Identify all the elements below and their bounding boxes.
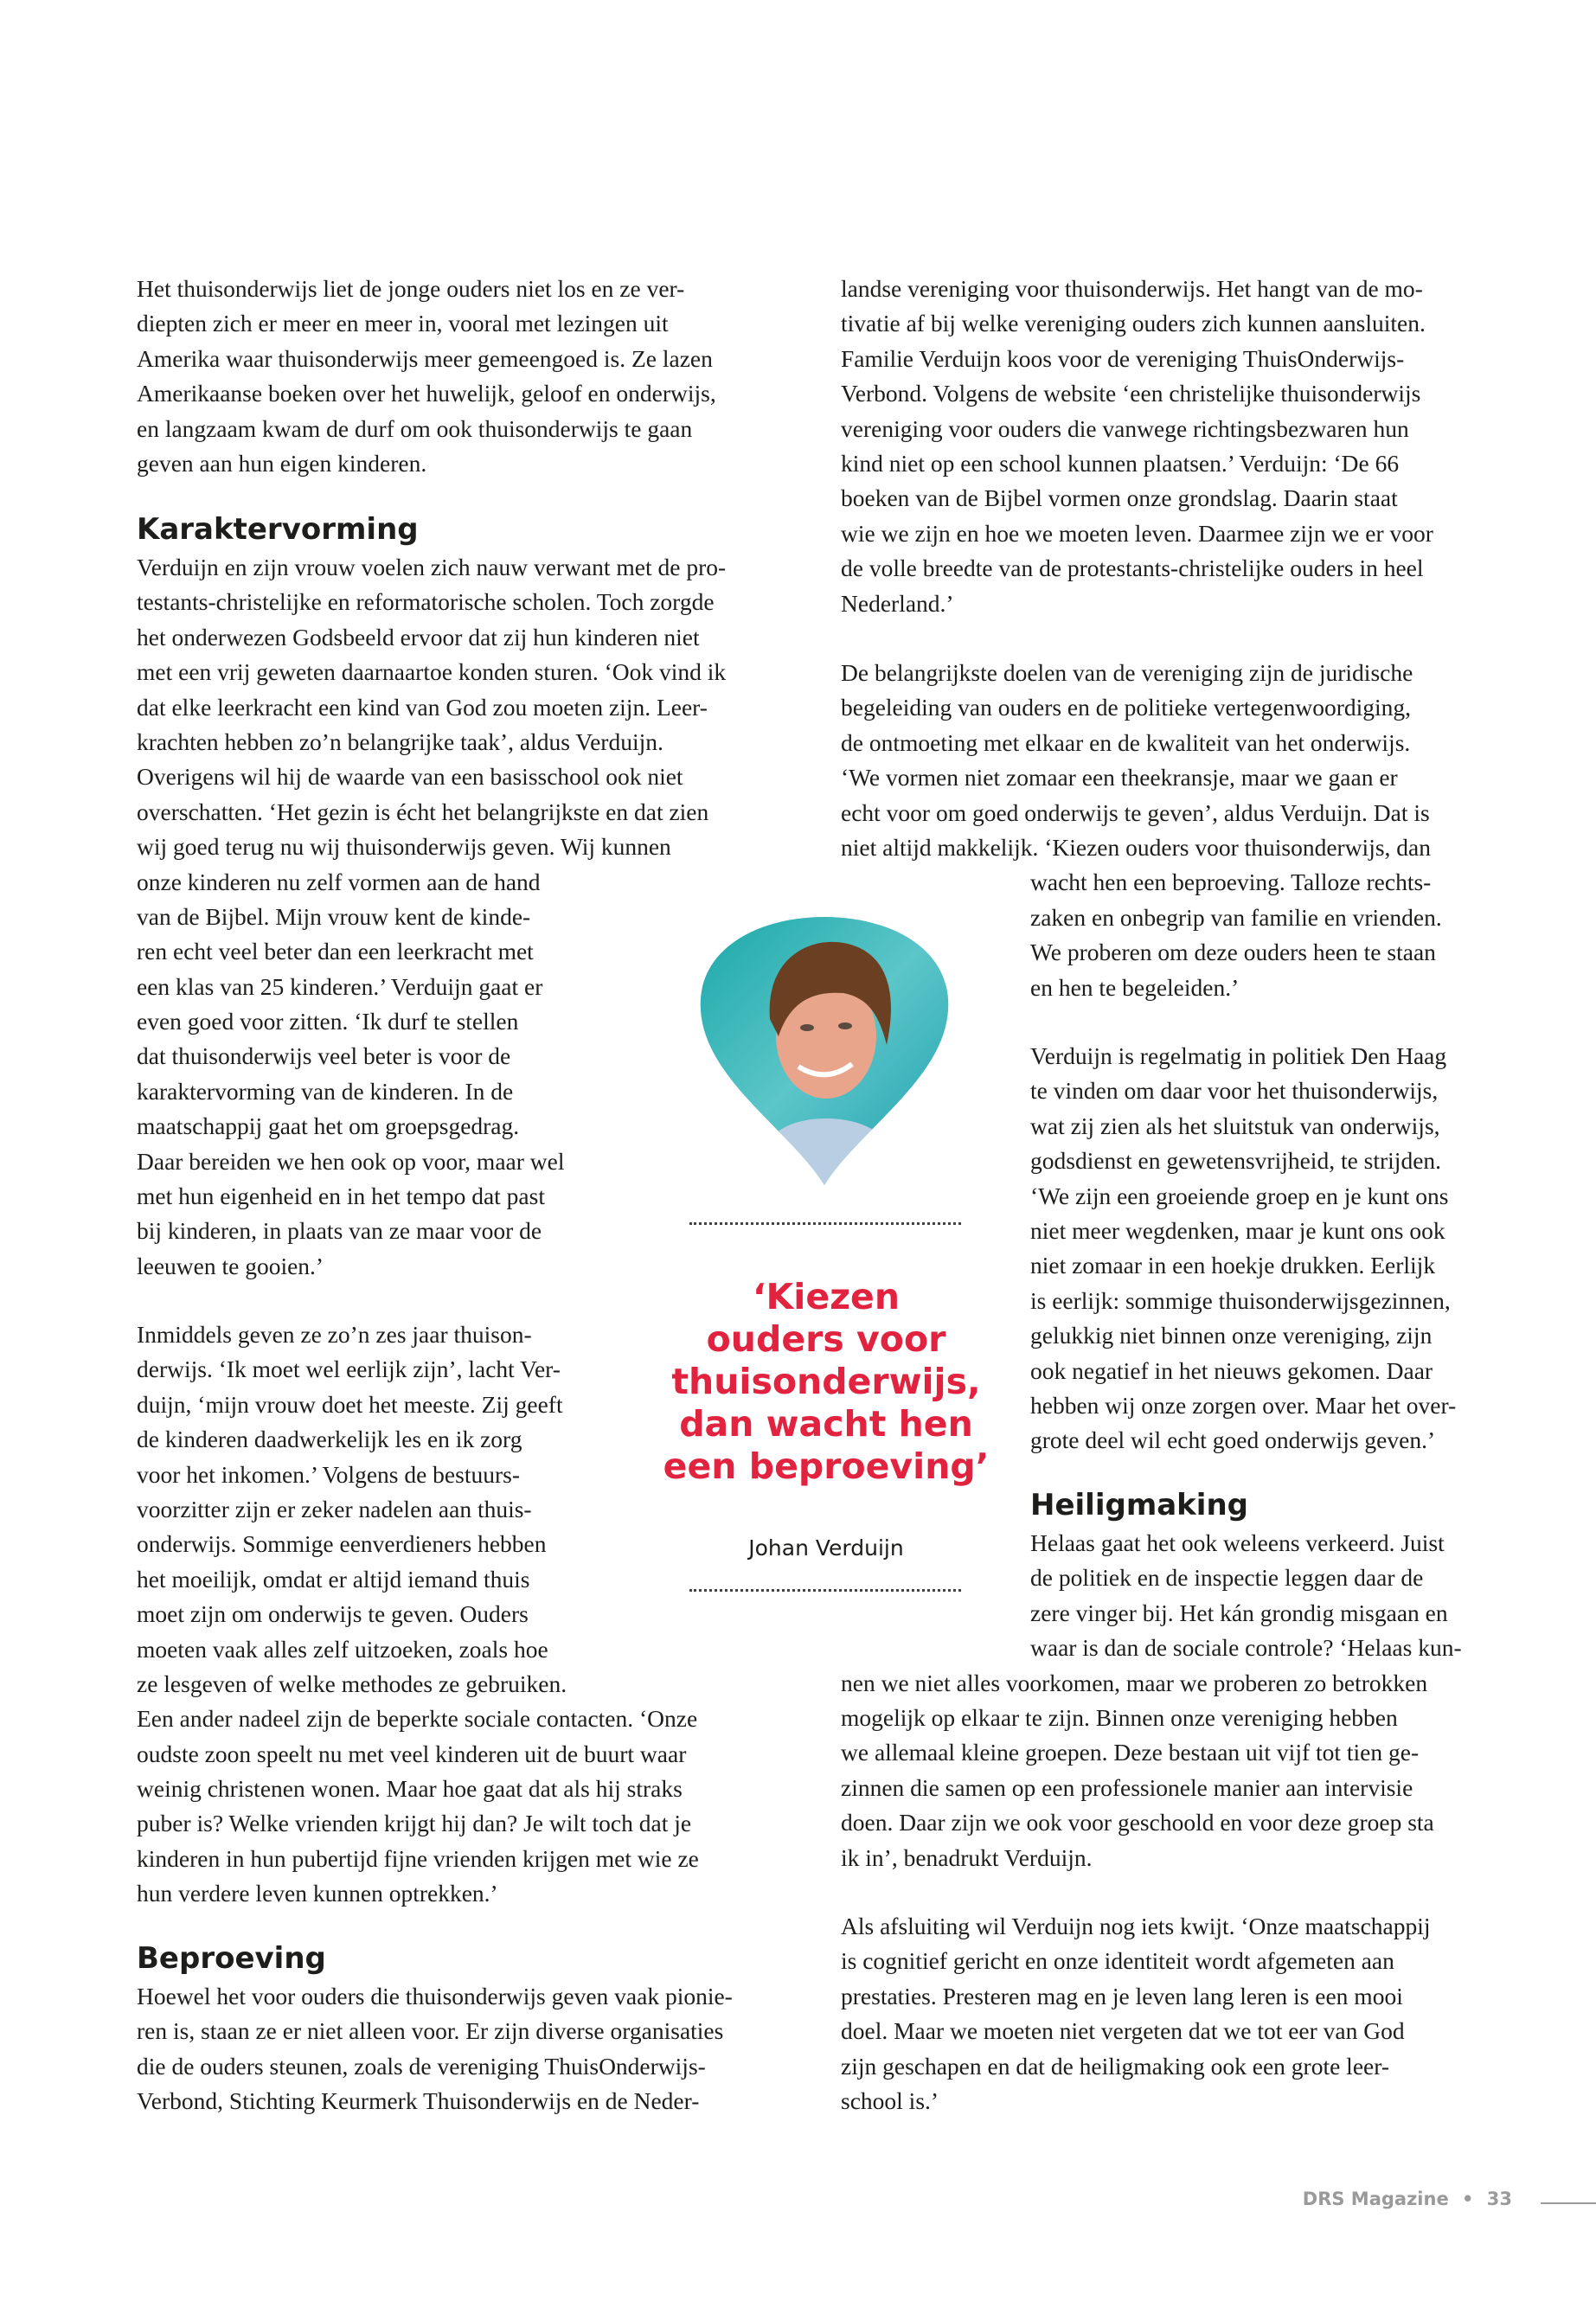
text-line: Een ander nadeel zijn de beperkte sociale contacten. ‘Onze	[137, 1705, 698, 1733]
inmiddels-paragraph	[137, 1317, 699, 1912]
text-line: een beproeving’	[663, 1445, 990, 1487]
text-line: ook negatief in het nieuws gekomen. Daar	[1030, 1356, 1433, 1384]
text-line: diepten zich er meer en meer in, vooral met lezingen uit	[137, 310, 669, 337]
text-line: derwijs. ‘Ik moet wel eerlijk zijn’, lacht Ver-	[137, 1356, 561, 1383]
text-line: Familie Verduijn koos voor de vereniging ThuisOnderwijs-	[841, 344, 1405, 372]
text-line: en langzaam kwam de durf om ook thuisonderwijs te gaan	[137, 414, 693, 442]
text-line: even goed voor zitten. ‘Ik durf te stellen	[137, 1008, 519, 1035]
text-line: wie we zijn en hoe we moeten leven. Daarmee zijn we er voor	[841, 519, 1433, 547]
pull-quote	[657, 1276, 995, 1488]
text-line: dat elke leerkracht een kind van God zou moeten zijn. Leer-	[137, 693, 708, 721]
text-line: puber is? Welke vrienden krijgt hij dan? Je wilt toch dat je	[137, 1810, 692, 1837]
text-line: oudste zoon speelt nu met veel kinderen uit de buurt waar	[137, 1740, 687, 1767]
text-line: vereniging voor ouders die vanwege richtingsbezwaren hun	[841, 414, 1409, 442]
text-line: de ontmoeting met elkaar en de kwaliteit van het onderwijs.	[841, 728, 1411, 756]
text-line: Verduijn en zijn vrouw voelen zich nauw verwant met de pro-	[137, 554, 727, 580]
text-line: echt voor om goed onderwijs te geven’, aldus Verduijn. Dat is	[841, 798, 1430, 826]
text-line: Als afsluiting wil Verduijn nog iets kwijt. ‘Onze maatschappij	[841, 1913, 1431, 1939]
text-line: hun verdere leven kunnen optrekken.’	[137, 1880, 498, 1907]
text-line: boeken van de Bijbel vormen onze grondslag. Daarin staat	[841, 484, 1398, 512]
beproeving-paragraph	[137, 1979, 733, 2119]
text-line: gelukkig niet binnen onze vereniging, zijn	[1030, 1322, 1433, 1349]
text-line: doel. Maar we moeten niet vergeten dat we tot eer van God	[841, 2017, 1405, 2045]
text-line: voorzitter zijn er zeker nadelen aan thuis-	[137, 1495, 532, 1522]
afsluiting-paragraph	[841, 1909, 1431, 2118]
text-line: ren echt veel beter dan een leerkracht met	[137, 938, 534, 965]
text-line: hebben wij onze zorgen over. Maar het over-	[1030, 1391, 1457, 1419]
text-line: duijn, ‘mijn vrouw doet het meeste. Zij geeft	[137, 1390, 563, 1418]
text-line: Helaas gaat het ook weleens verkeerd. Juist	[1030, 1529, 1445, 1556]
text-line: niet zomaar in een hoekje drukken. Eerlijk	[1030, 1252, 1436, 1279]
text-line: moeten vaak alles zelf uitzoeken, zoals hoe	[137, 1635, 548, 1663]
text-line: Daar bereiden we hen ook op voor, maar wel	[137, 1147, 565, 1175]
text-line: Overigens wil hij de waarde van een basisschool ook niet	[137, 763, 683, 791]
text-line: die de ouders steunen, zoals de vereniging ThuisOnderwijs-	[137, 2052, 706, 2080]
text-line: godsdienst en gewetensvrijheid, te strijden.	[1030, 1147, 1442, 1175]
divider-dotted-top	[689, 1222, 961, 1225]
heiligmaking-paragraph	[841, 1526, 1462, 1875]
text-line: bij kinderen, in plaats van ze maar voor de	[137, 1217, 542, 1245]
text-line: Amerikaanse boeken over het huwelijk, geloof en onderwijs,	[137, 380, 716, 407]
text-line: dan wacht hen	[679, 1403, 973, 1445]
text-line: zere vinger bij. Het kán grondig misgaan en	[1030, 1599, 1448, 1626]
text-line: landse vereniging voor thuisonderwijs. Het hangt van de mo-	[841, 275, 1423, 302]
text-line: ‘We vormen niet zomaar een theekransje, maar we gaan er	[841, 764, 1398, 792]
text-line: testants-christelijke en reformatorische scholen. Toch zorgde	[137, 588, 715, 616]
text-line: de politiek en de inspectie leggen daar de	[1030, 1564, 1424, 1592]
text-line: karaktervorming van de kinderen. In de	[137, 1077, 514, 1105]
text-line: nen we niet alles voorkomen, maar we proberen zo betrokken	[841, 1669, 1428, 1696]
page-footer	[1298, 2189, 1512, 2209]
text-line: mogelijk op elkaar te zijn. Binnen onze vereniging hebben	[841, 1703, 1398, 1731]
text-line: doen. Daar zijn we ook voor geschoold en voor deze groep sta	[841, 1809, 1434, 1836]
text-line: ze lesgeven of welke methodes ze gebruiken.	[137, 1670, 567, 1697]
text-line: Amerika waar thuisonderwijs meer gemeengoed is. Ze lazen	[137, 344, 713, 372]
text-line: is cognitief gericht en onze identiteit wordt afgemeten aan	[841, 1947, 1394, 1975]
text-line: Verbond, Stichting Keurmerk Thuisonderwijs en de Neder-	[137, 2087, 700, 2115]
text-line: moet zijn om onderwijs te geven. Ouders	[137, 1600, 529, 1628]
text-line: zijn geschapen en dat de heiligmaking ook een grote leer-	[841, 2052, 1389, 2080]
text-line: ren is, staan ze er niet alleen voor. Er zijn diverse organisaties	[137, 2017, 724, 2045]
text-line: kind niet op een school kunnen plaatsen.’ Verduijn: ‘De 66	[841, 449, 1400, 477]
text-line: maatschappij gaat het om groepsgedrag.	[137, 1112, 520, 1140]
divider-dotted-bottom	[689, 1589, 961, 1592]
text-line: zinnen die samen op een professionele manier aan intervisie	[841, 1773, 1413, 1801]
text-line: prestaties. Presteren mag en je leven lang leren is een mooi	[841, 1982, 1403, 2009]
text-line: en hen te begeleiden.’	[1030, 973, 1240, 1001]
text-line: voor het inkomen.’ Volgens de bestuurs-	[137, 1460, 520, 1488]
text-line: met hun eigenheid en in het tempo dat past	[137, 1183, 545, 1210]
magazine-name: DRS Magazine	[1302, 2189, 1449, 2209]
text-line: overschatten. ‘Het gezin is écht het belangrijkste en dat zien	[137, 798, 709, 825]
footer-rule	[1541, 2202, 1596, 2204]
text-line: wat zij zien als het sluitstuk van onderwijs,	[1030, 1112, 1440, 1139]
text-line: dat thuisonderwijs veel beter is voor de	[137, 1042, 511, 1070]
vereniging-paragraph	[841, 272, 1433, 621]
text-line: onderwijs. Sommige eenverdieners hebben	[137, 1530, 547, 1558]
text-line: van de Bijbel. Mijn vrouw kent de kinde-	[137, 902, 531, 930]
text-line: geven aan hun eigen kinderen.	[137, 449, 427, 477]
text-line: het moeilijk, omdat er altijd iemand thuis	[137, 1565, 530, 1593]
intro-paragraph	[137, 272, 716, 481]
text-line: de volle breedte van de protestants-christelijke ouders in heel	[841, 554, 1424, 582]
text-line: De belangrijkste doelen van de vereniging zijn de juridische	[841, 659, 1413, 686]
text-line: te vinden om daar voor het thuisonderwijs,	[1030, 1077, 1439, 1105]
text-line: krachten hebben zo’n belangrijke taak’, aldus Verduijn.	[137, 727, 663, 755]
text-line: thuisonderwijs,	[671, 1361, 981, 1402]
text-line: grote deel wil echt goed onderwijs geven.’	[1030, 1426, 1436, 1454]
text-line: school is.’	[841, 2086, 939, 2114]
text-line: we allemaal kleine groepen. Deze bestaan uit vijf tot tien ge-	[841, 1739, 1420, 1766]
portrait-photo	[696, 915, 952, 1185]
text-line: tivatie af bij welke vereniging ouders zich kunnen aansluiten.	[841, 310, 1426, 337]
text-line: ik in’, benadrukt Verduijn.	[841, 1843, 1093, 1871]
page-number: 33	[1486, 2189, 1512, 2209]
heading-karaktervorming: Karaktervorming	[137, 512, 419, 547]
text-line: onze kinderen nu zelf vormen aan de hand	[137, 868, 541, 895]
text-line: is eerlijk: sommige thuisonderwijsgezinnen,	[1030, 1286, 1451, 1314]
text-line: Inmiddels geven ze zo’n zes jaar thuison-	[137, 1321, 532, 1348]
text-line: de kinderen daadwerkelijk les en ik zorg	[137, 1426, 522, 1453]
text-line: niet meer wegdenken, maar je kunt ons ook	[1030, 1216, 1445, 1244]
text-line: waar is dan de sociale controle? ‘Helaas kun-	[1030, 1634, 1462, 1662]
text-line: een klas van 25 kinderen.’ Verduijn gaat er	[137, 972, 543, 1000]
text-line: ouders voor	[706, 1318, 946, 1360]
text-line: ‘Kiezen	[752, 1276, 901, 1317]
text-line: het onderwezen Godsbeeld ervoor dat zij hun kinderen niet	[137, 623, 700, 651]
text-line: weinig christenen wonen. Maar hoe gaat dat als hij straks	[137, 1775, 683, 1803]
text-line: Verduijn is regelmatig in politiek Den Haag	[1030, 1042, 1447, 1069]
text-line: Nederland.’	[841, 589, 954, 617]
text-line: ‘We zijn een groeiende groep en je kunt ons	[1030, 1182, 1449, 1209]
text-line: Verbond. Volgens de website ‘een christelijke thuisonderwijs	[841, 380, 1421, 407]
text-line: begeleiding van ouders en de politieke vertegenwoordiging,	[841, 694, 1412, 721]
text-line: Hoewel het voor ouders die thuisonderwijs geven vaak pionie-	[137, 1983, 733, 2009]
text-line: wacht hen een beproeving. Talloze rechts-	[1030, 868, 1432, 896]
text-line: leeuwen te gooien.’	[137, 1252, 324, 1279]
text-line: met een vrij geweten daarnaartoe konden sturen. ‘Ook vind ik	[137, 658, 727, 686]
text-line: zaken en onbegrip van familie en vrienden.	[1030, 903, 1442, 931]
heading-beproeving: Beproeving	[137, 1941, 326, 1976]
text-line: wij goed terug nu wij thuisonderwijs geven. Wij kunnen	[137, 833, 671, 861]
pull-quote-author: Johan Verduijn	[748, 1535, 904, 1561]
karaktervorming-paragraph	[137, 550, 726, 1284]
text-line: kinderen in hun pubertijd fijne vrienden krijgen met wie ze	[137, 1844, 699, 1872]
text-line: niet altijd makkelijk. ‘Kiezen ouders voor thuisonderwijs, dan	[841, 833, 1431, 861]
footer-separator: •	[1462, 2189, 1474, 2209]
heading-heiligmaking: Heiligmaking	[1030, 1488, 1248, 1522]
text-line: We proberen om deze ouders heen te staan	[1030, 939, 1436, 966]
text-line: Het thuisonderwijs liet de jonge ouders niet los en ze ver-	[137, 275, 685, 302]
